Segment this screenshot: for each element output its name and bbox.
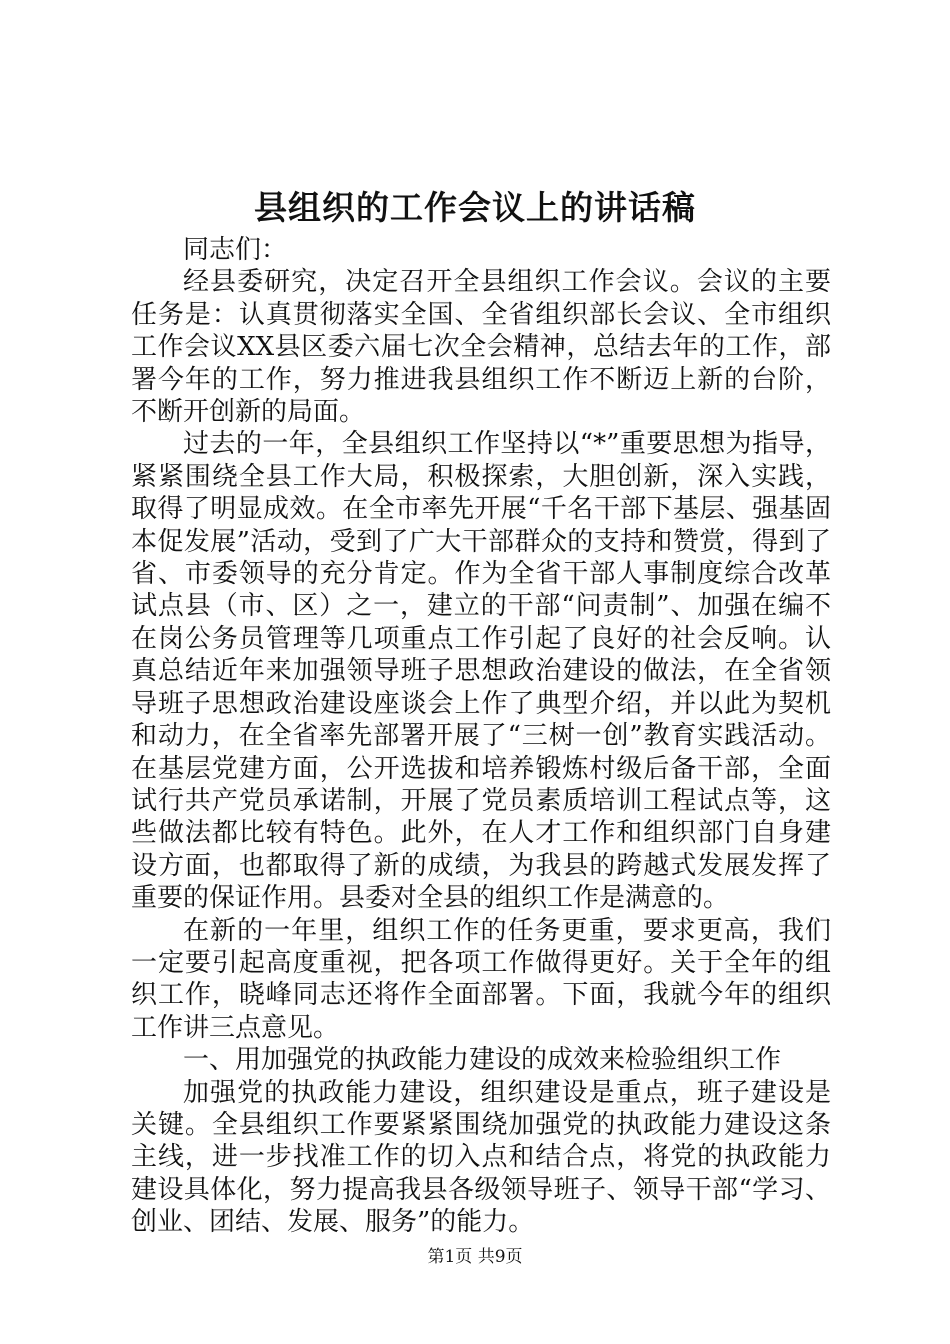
salutation-paragraph: 同志们： (183, 235, 288, 265)
body-paragraph: 加强党的执政能力建设，组织建设是重点，班子建设是关键。全县组织工作要紧紧围绕加强党的执政能力建设这条主线，进一步找准工作的切入点和结合点，将党的执政能力建设具体化，努力提高我县各级领导班子、领导干部“学习、创业、团结、发展、服务”的能力。 (131, 1077, 831, 1238)
document-title: 县组织的工作会议上的讲话稿 (254, 188, 696, 227)
section-heading: 一、用加强党的执政能力建设的成效来检验组织工作 (183, 1045, 782, 1076)
body-paragraph: 过去的一年，全县组织工作坚持以“*”重要思想为指导，紧紧围绕全县工作大局，积极探索，大胆创新，深入实践，取得了明显成效。在全市率先开展“千名干部下基层、强基固本促发展”活动，受到了广大干部群众的支持和赞赏，得到了省、市委领导的充分肯定。作为全省干部人事制度综合改革试点县（市、区）之一，建立的干部“问责制”、加强在编不在岗公务员管理等几项重点工作引起了良好的社会反响。认真总结近年来加强领导班子思想政治建设的做法，在全省领导班子思想政治建设座谈会上作了典型介绍，并以此为契机和动力，在全省率先部署开展了“三树一创”教育实践活动。在基层党建方面，公开选拔和培养锻炼村级后备干部，全面试行共产党员承诺制，开展了党员素质培训工程试点等，这些做法都比较有特色。此外，在人才工作和组织部门自身建设方面，也都取得了新的成绩，为我县的跨越式发展发挥了重要的保证作用。县委对全县的组织工作是满意的。 (131, 429, 831, 914)
page-footer: 第1页 共9页 (427, 1247, 523, 1267)
body-paragraph: 经县委研究，决定召开全县组织工作会议。会议的主要任务是：认真贯彻落实全国、全省组织部长会议、全市组织工作会议XX县区委六届七次全会精神，总结去年的工作，部署今年的工作，努力推进我县组织工作不断迈上新的台阶，不断开创新的局面。 (131, 267, 831, 428)
document-body (131, 234, 831, 1239)
body-paragraph: 在新的一年里，组织工作的任务更重，要求更高，我们一定要引起高度重视，把各项工作做得更好。关于全年的组织工作，晓峰同志还将作全面部署。下面，我就今年的组织工作讲三点意见。 (131, 915, 831, 1043)
